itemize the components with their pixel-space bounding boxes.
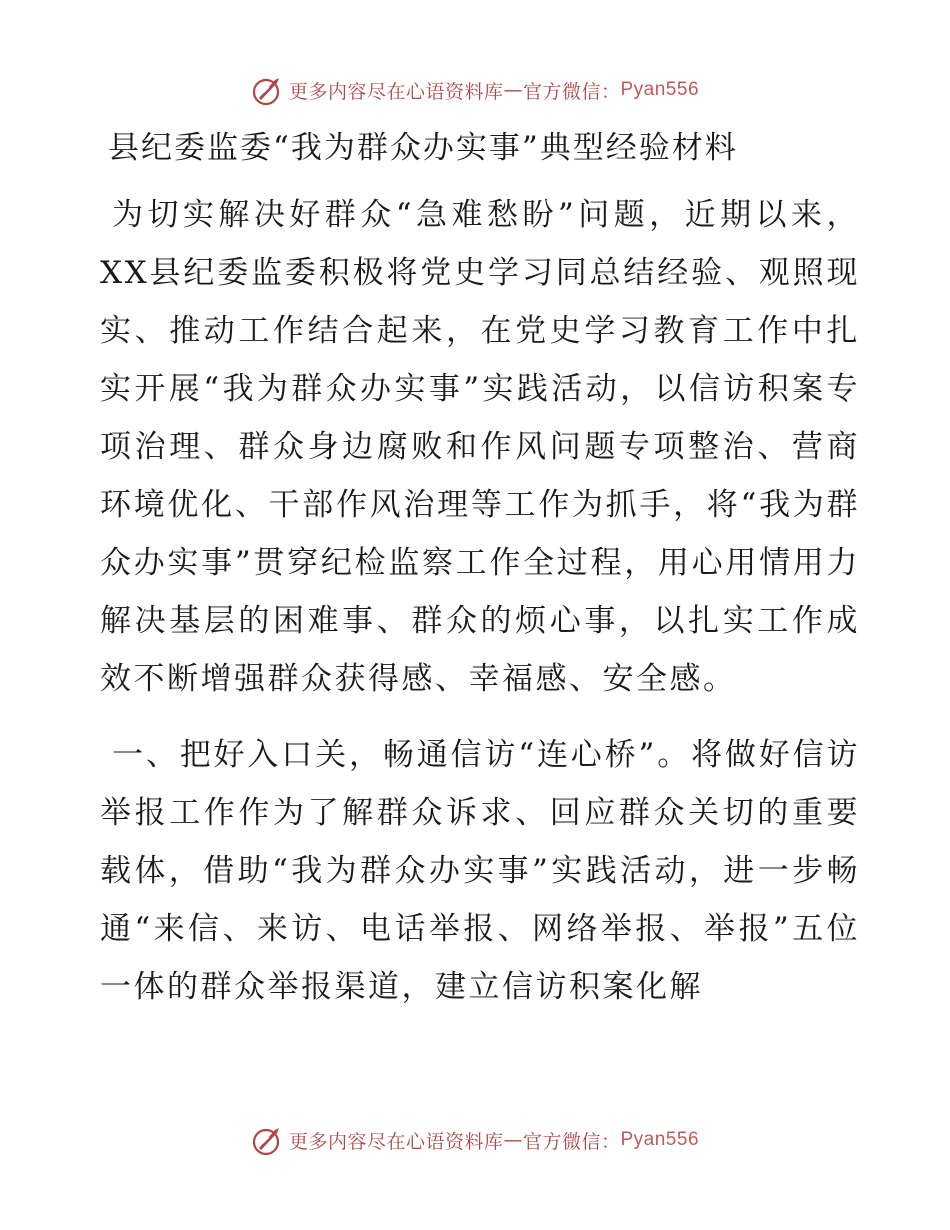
watermark-wechat-id: Pyan556 — [620, 1129, 700, 1150]
watermark-separator: — — [503, 1129, 523, 1151]
watermark-separator: — — [503, 79, 523, 101]
paragraph-intro: 为切实解决好群众“急难愁盼”问题，近期以来，XX县纪委监委积极将党史学习同总结经验、观照现实、推动工作结合起来，在党史学习教育工作中扎实开展“我为群众办实事”实践活动，以信访积案专项治理、群众身边腐败和作风问题专项整治、营商环境优化、干部作风治理等工作为抓手，将“我为群众办实事”贯穿纪检监察工作全过程，用心用情用力解决基层的困难事、群众的烦心事，以扎实工作成效不断增强群众获得感、幸福感、安全感。 — [100, 197, 860, 697]
watermark-text: 更多内容尽在心语资料库 — [288, 80, 504, 103]
document-title: 县纪委监委“我为群众办实事”典型经验材料 — [108, 130, 738, 166]
watermark-wechat-label: 官方微信： — [522, 1130, 621, 1153]
paragraph-section-1: 一、把好入口关，畅通信访“连心桥”。将做好信访举报工作作为了解群众诉求、回应群众关切的重要载体，借助“我为群众办实事”实践活动，进一步畅通“来信、来访、电话举报、网络举报、举报”五位一体的群众举报渠道，建立信访积案化解 — [100, 737, 860, 1005]
watermark-wechat-id: Pyan556 — [620, 79, 700, 100]
quill-pen-circle-icon — [251, 1123, 285, 1157]
watermark-footer — [0, 1120, 950, 1160]
watermark-header — [0, 70, 950, 110]
watermark-text: 更多内容尽在心语资料库 — [288, 1130, 504, 1153]
watermark-wechat-label: 官方微信： — [522, 80, 621, 103]
document-body — [100, 122, 860, 1016]
quill-pen-circle-icon — [251, 73, 285, 107]
